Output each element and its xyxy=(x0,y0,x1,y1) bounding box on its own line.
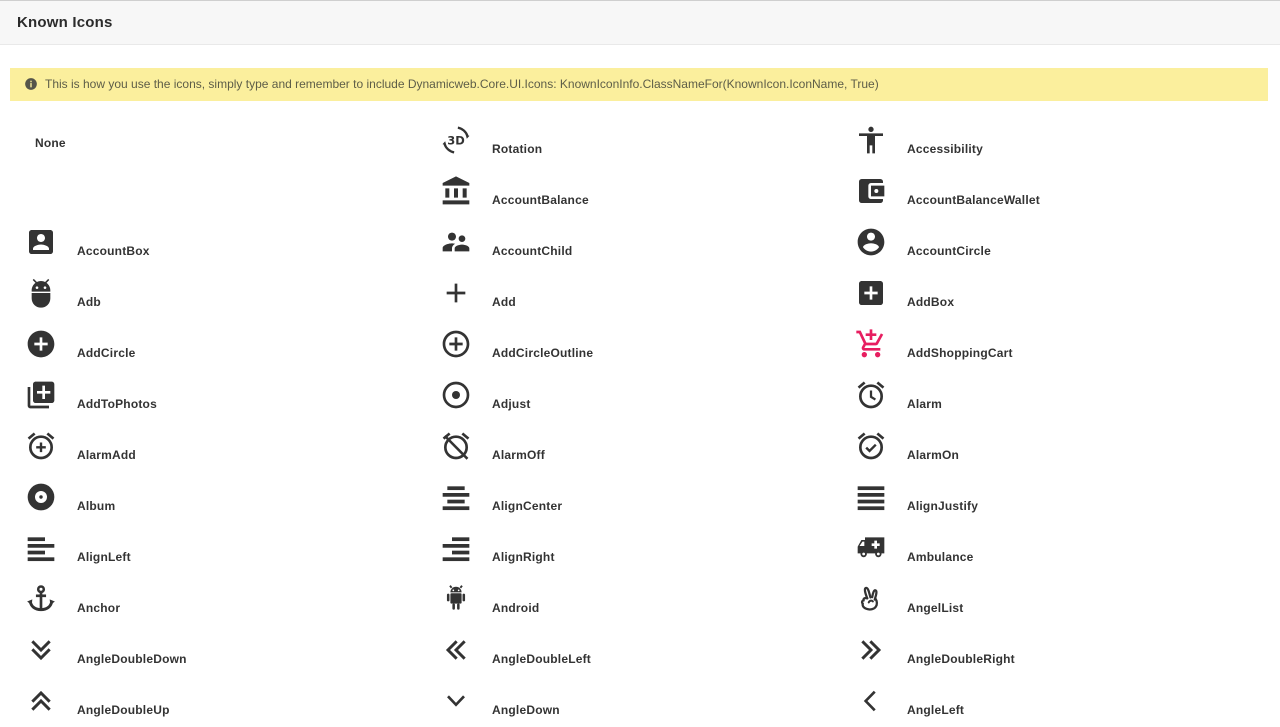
icon-label: AlignRight xyxy=(492,549,555,564)
icon-item xyxy=(25,318,440,369)
alarm-add-icon xyxy=(25,430,77,462)
icon-label: AngleDown xyxy=(492,702,560,717)
icon-item xyxy=(440,675,855,726)
icon-label: None xyxy=(35,135,66,150)
angle-left-icon xyxy=(855,685,907,717)
icon-label: AlignLeft xyxy=(77,549,131,564)
icon-item xyxy=(440,573,855,624)
album-icon xyxy=(25,481,77,513)
icon-item xyxy=(855,216,1270,267)
icon-label: AccountCircle xyxy=(907,243,991,258)
icon-label: AngleDoubleDown xyxy=(77,651,187,666)
icon-label: AngleDoubleRight xyxy=(907,651,1015,666)
icon-item xyxy=(25,522,440,573)
icon-item xyxy=(25,369,440,420)
icon-item xyxy=(855,114,1270,165)
icon-label: Ambulance xyxy=(907,549,974,564)
angellist-icon xyxy=(855,583,907,615)
icon-item xyxy=(440,624,855,675)
angle-double-right-icon xyxy=(855,634,907,666)
icon-item-empty xyxy=(25,165,440,216)
icon-item xyxy=(25,573,440,624)
icon-item xyxy=(440,471,855,522)
icon-item xyxy=(440,267,855,318)
icon-item xyxy=(440,165,855,216)
add-to-photos-icon xyxy=(25,379,77,411)
icon-label: Adjust xyxy=(492,396,531,411)
account-box-icon xyxy=(25,226,77,258)
icon-item xyxy=(855,267,1270,318)
icon-label: AddCircleOutline xyxy=(492,345,594,360)
icon-item xyxy=(25,114,440,165)
icon-item xyxy=(25,420,440,471)
icon-item xyxy=(440,522,855,573)
icon-item xyxy=(25,624,440,675)
icon-label: AddBox xyxy=(907,294,955,309)
add-icon xyxy=(440,277,492,309)
icon-item xyxy=(855,522,1270,573)
icon-label: AccountBox xyxy=(77,243,150,258)
icon-label: AngleDoubleUp xyxy=(77,702,170,717)
add-circle-icon xyxy=(25,328,77,360)
page-header xyxy=(0,0,1280,45)
rotation-3d-icon xyxy=(440,124,492,156)
icon-item xyxy=(855,420,1270,471)
icon-label: AlarmOn xyxy=(907,447,960,462)
anchor-icon xyxy=(25,583,77,615)
icon-label: AddCircle xyxy=(77,345,136,360)
icon-label: Android xyxy=(492,600,540,615)
icon-item xyxy=(440,420,855,471)
icon-label: AlarmAdd xyxy=(77,447,136,462)
adb-icon xyxy=(25,277,77,309)
icon-label: Album xyxy=(77,498,116,513)
add-box-icon xyxy=(855,277,907,309)
align-center-icon xyxy=(440,481,492,513)
icon-item xyxy=(440,318,855,369)
align-left-icon xyxy=(25,532,77,564)
icon-item xyxy=(25,267,440,318)
account-child-icon xyxy=(440,226,492,258)
icon-item xyxy=(25,471,440,522)
icon-label: AddShoppingCart xyxy=(907,345,1013,360)
icon-item xyxy=(440,216,855,267)
icon-item xyxy=(440,369,855,420)
icon-item xyxy=(855,165,1270,216)
info-icon xyxy=(24,77,38,91)
account-balance-wallet-icon xyxy=(855,175,907,207)
icon-label: Anchor xyxy=(77,600,121,615)
accessibility-icon xyxy=(855,124,907,156)
icon-item xyxy=(855,369,1270,420)
align-right-icon xyxy=(440,532,492,564)
info-banner-text: This is how you use the icons, simply type and remember to include Dynamicweb.Core.UI.Icons: KnownIconInfo.ClassNameFor(KnownIcon.IconName, True) xyxy=(45,77,879,91)
icon-label: Adb xyxy=(77,294,101,309)
angle-double-down-icon xyxy=(25,634,77,666)
icon-label: Alarm xyxy=(907,396,943,411)
account-balance-icon xyxy=(440,175,492,207)
angle-down-icon xyxy=(440,685,492,717)
ambulance-icon xyxy=(855,532,907,564)
icon-label: AccountChild xyxy=(492,243,573,258)
icon-item xyxy=(855,573,1270,624)
icon-item xyxy=(855,318,1270,369)
align-justify-icon xyxy=(855,481,907,513)
icon-item xyxy=(25,675,440,726)
page-title: Known Icons xyxy=(17,14,113,31)
account-circle-icon xyxy=(855,226,907,258)
icon-item xyxy=(855,471,1270,522)
icon-item xyxy=(440,114,855,165)
icon-label: Rotation xyxy=(492,141,543,156)
icon-label: AlignCenter xyxy=(492,498,563,513)
icon-label: AngleDoubleLeft xyxy=(492,651,591,666)
icon-label: AlarmOff xyxy=(492,447,545,462)
icon-label: AccountBalanceWallet xyxy=(907,192,1040,207)
icon-grid xyxy=(0,101,1280,726)
alarm-icon xyxy=(855,379,907,411)
info-banner xyxy=(10,68,1268,101)
icon-label: AngelList xyxy=(907,600,964,615)
angle-double-left-icon xyxy=(440,634,492,666)
icon-item xyxy=(25,216,440,267)
icon-label: AddToPhotos xyxy=(77,396,157,411)
icon-label: Add xyxy=(492,294,516,309)
alarm-off-icon xyxy=(440,430,492,462)
add-shopping-cart-icon xyxy=(855,328,907,360)
icon-label: AccountBalance xyxy=(492,192,589,207)
alarm-on-icon xyxy=(855,430,907,462)
icon-label: AngleLeft xyxy=(907,702,965,717)
adjust-icon xyxy=(440,379,492,411)
icon-label: Accessibility xyxy=(907,141,983,156)
icon-item xyxy=(855,624,1270,675)
icon-item xyxy=(855,675,1270,726)
angle-double-up-icon xyxy=(25,685,77,717)
android-icon xyxy=(440,583,492,615)
add-circle-outline-icon xyxy=(440,328,492,360)
icon-label: AlignJustify xyxy=(907,498,979,513)
